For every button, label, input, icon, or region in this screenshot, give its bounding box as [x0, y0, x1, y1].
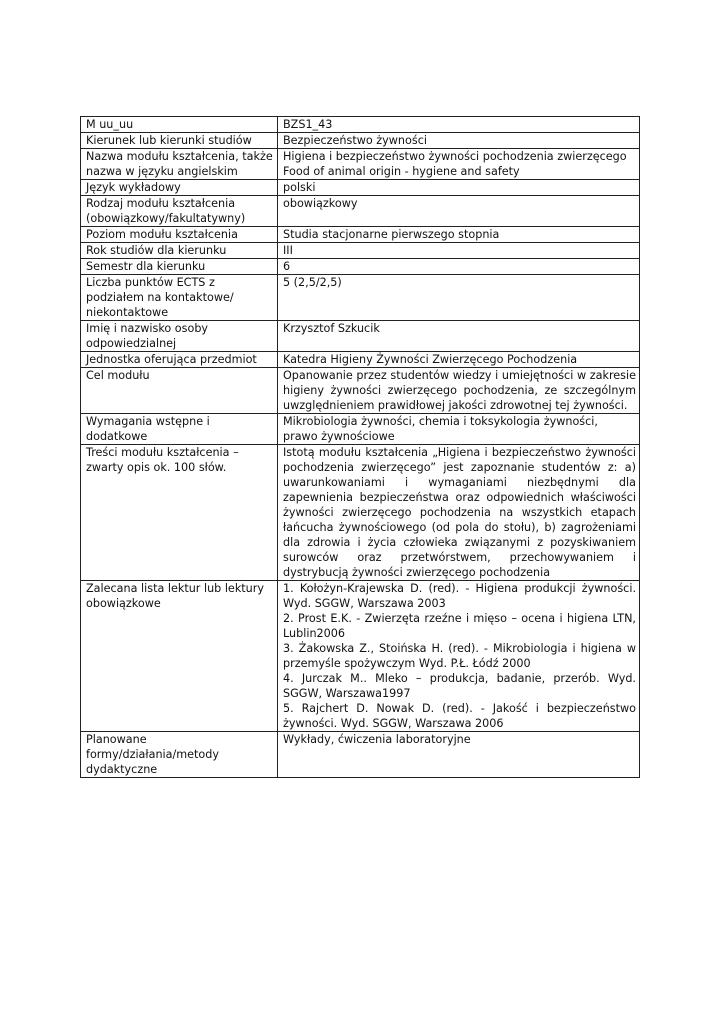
- row-value-responsible-person: Krzysztof Szkucik: [278, 321, 640, 352]
- row-label-field-of-study: Kierunek lub kierunki studiów: [81, 133, 278, 149]
- row-value-reading-list: [278, 581, 640, 732]
- reading-list-item: 5. Rajchert D. Nowak D. (red). - Jakość i bezpieczeństwo żywności. Wyd. SGGW, Warszawa 2006: [283, 702, 636, 730]
- row-value-prerequisites: Mikrobiologia żywności, chemia i toksykologia żywności, prawo żywnościowe: [278, 414, 640, 445]
- row-label-reading-list: Zalecana lista lektur lub lektury obowiązkowe: [81, 581, 278, 732]
- row-label-module-code: M uu_uu: [81, 117, 278, 133]
- table-row: [81, 414, 640, 445]
- row-label-ects: Liczba punktów ECTS z podziałem na kontaktowe/ niekontaktowe: [81, 275, 278, 321]
- table-row: [81, 259, 640, 275]
- row-label-prerequisites: Wymagania wstępne i dodatkowe: [81, 414, 278, 445]
- row-value-study-year: III: [278, 243, 640, 259]
- row-label-module-level: Poziom modułu kształcenia: [81, 227, 278, 243]
- row-label-teaching-methods: Planowane formy/działania/metody dydaktyczne: [81, 732, 278, 778]
- table-row: [81, 117, 640, 133]
- table-row: [81, 352, 640, 368]
- row-label-module-name: Nazwa modułu kształcenia, także nazwa w języku angielskim: [81, 149, 278, 180]
- module-name-english: Food of animal origin - hygiene and safety: [283, 165, 520, 178]
- row-label-module-content: Treści modułu kształcenia – zwarty opis ok. 100 słów.: [81, 445, 278, 581]
- reading-list-item: 2. Prost E.K. - Zwierzęta rzeźne i mięso – ocena i higiena LTN, Lublin2006: [283, 612, 636, 640]
- table-row: [81, 243, 640, 259]
- table-row: [81, 180, 640, 196]
- row-label-language: Język wykładowy: [81, 180, 278, 196]
- reading-list-item: 1. Kołożyn-Krajewska D. (red). - Higiena produkcji żywności. Wyd. SGGW, Warszawa 2003: [283, 582, 636, 610]
- row-label-module-goal: Cel modułu: [81, 368, 278, 414]
- module-description-table: [80, 116, 640, 778]
- document-page: [80, 116, 640, 778]
- row-value-language: polski: [278, 180, 640, 196]
- reading-list-item: 3. Żakowska Z., Stoińska H. (red). - Mikrobiologia i higiena w przemyśle spożywczym Wyd. P.Ł. Łódź 2000: [283, 642, 636, 670]
- table-row: [81, 149, 640, 180]
- row-label-responsible-person: Imię i nazwisko osoby odpowiedzialnej: [81, 321, 278, 352]
- row-value-module-goal: Opanowanie przez studentów wiedzy i umiejętności w zakresie higieny żywności zwierzęcego pochodzenia, ze szczególnym uwzględnieniem prawidłowej jakości zdrowotnej tej żywności.: [278, 368, 640, 414]
- reading-list-item: 4. Jurczak M.. Mleko – produkcja, badanie, przerób. Wyd. SGGW, Warszawa1997: [283, 672, 636, 700]
- row-value-field-of-study: Bezpieczeństwo żywności: [278, 133, 640, 149]
- row-value-module-level: Studia stacjonarne pierwszego stopnia: [278, 227, 640, 243]
- table-row: [81, 368, 640, 414]
- table-row: [81, 445, 640, 581]
- table-row: [81, 321, 640, 352]
- row-label-unit: Jednostka oferująca przedmiot: [81, 352, 278, 368]
- row-value-module-name: [278, 149, 640, 180]
- row-label-module-type: Rodzaj modułu kształcenia (obowiązkowy/fakultatywny): [81, 196, 278, 227]
- row-value-module-code: BZS1_43: [278, 117, 640, 133]
- table-row: [81, 275, 640, 321]
- table-row: [81, 732, 640, 778]
- row-value-ects: 5 (2,5/2,5): [278, 275, 640, 321]
- table-row: [81, 196, 640, 227]
- row-value-teaching-methods: Wykłady, ćwiczenia laboratoryjne: [278, 732, 640, 778]
- table-row: [81, 581, 640, 732]
- table-row: [81, 227, 640, 243]
- row-value-module-content: Istotą modułu kształcenia „Higiena i bezpieczeństwo żywności pochodzenia zwierzęcego” jest zapoznanie studentów z: a) uwarunkowaniami i wymaganiami niezbędnymi dla zapewnienia bezpieczeństwa oraz odpowiednich właściwości żywności zwierzęcego pochodzenia na wszystkich etapach łańcucha żywnościowego (od pola do stołu), b) zagrożeniami dla zdrowia i życia człowieka związanymi z pozyskiwaniem surowców oraz przetwórstwem, przechowywaniem i dystrybucją żywności zwierzęcego pochodzenia: [278, 445, 640, 581]
- row-label-semester: Semestr dla kierunku: [81, 259, 278, 275]
- row-label-study-year: Rok studiów dla kierunku: [81, 243, 278, 259]
- table-row: [81, 133, 640, 149]
- row-value-unit: Katedra Higieny Żywności Zwierzęcego Pochodzenia: [278, 352, 640, 368]
- row-value-module-type: obowiązkowy: [278, 196, 640, 227]
- row-value-semester: 6: [278, 259, 640, 275]
- module-name-polish: Higiena i bezpieczeństwo żywności pochodzenia zwierzęcego: [283, 150, 627, 163]
